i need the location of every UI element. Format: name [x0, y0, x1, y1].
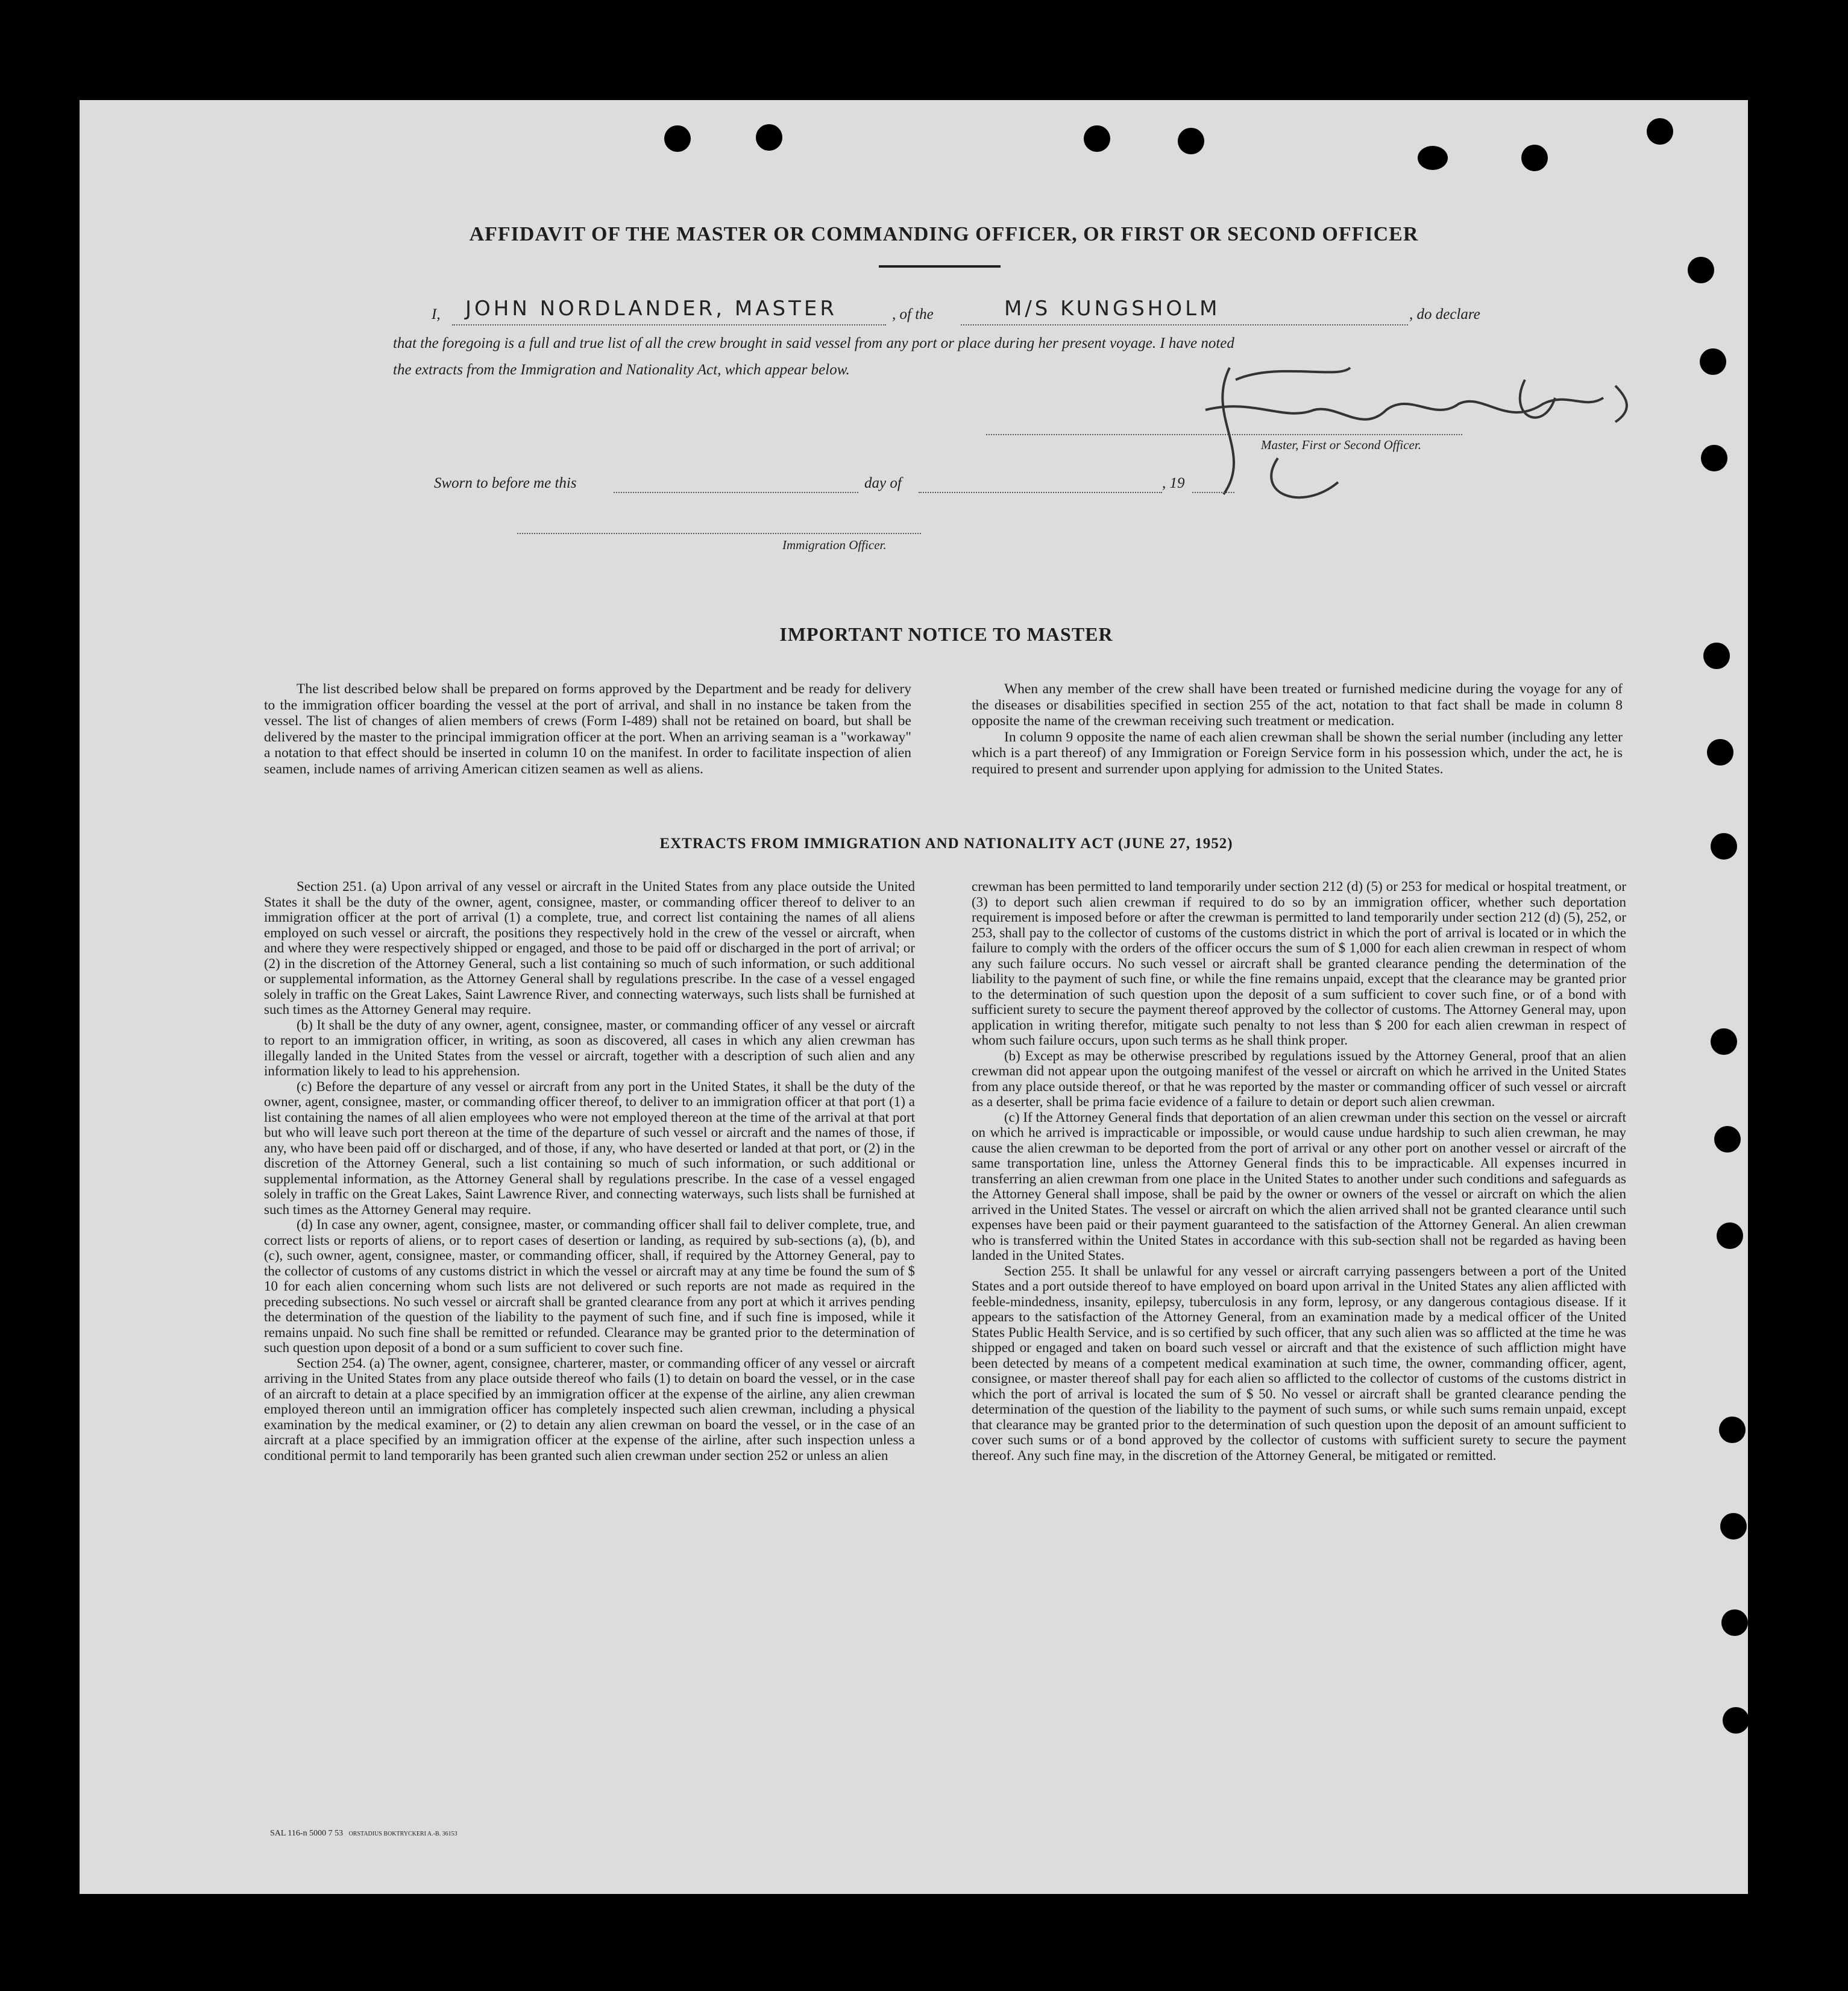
of-the-label: , of the: [892, 306, 934, 322]
punch-hole: [664, 125, 691, 152]
punch-hole: [1418, 146, 1448, 170]
vessel-name: M/S KUNGSHOLM: [1004, 297, 1221, 321]
punch-hole: [1711, 833, 1737, 860]
extracts-title: EXTRACTS FROM IMMIGRATION AND NATIONALITY ACT (JUNE 27, 1952): [659, 835, 1233, 852]
extract-paragraph: crewman has been permitted to land temporarily under section 212 (d) (5) or 253 for medical or hospital treatment, or (3) to deport such alien crewman if required to do so by an immigration officer, whether such deportation requirement is imposed before or after the crewman is permitted to land temporarily under section 212 (d) (5), 252, or 253, shall pay to the collector of customs of the customs district in which the port of arrival is located or in which the failure to comply with the orders of the officer occurs the sum of $ 1,000 for each alien crewman in respect of whom any such failure occurs. No such vessel or aircraft shall be granted clearance pending the determination of the liability to the payment of such fine, or while the fine remains unpaid, except that the clearance may be granted prior to the determination of such question upon the deposit of a sum sufficient to cover such fine, or of a bond with sufficient surety to secure the payment thereof approved by the collector of customs. The Attorney General may, upon application in writing therefor, mitigate such penalty to not less than $ 200 for each alien crewman in respect of whom such failure occurs, upon such terms as he shall think proper.: [972, 879, 1626, 1048]
notice-left-column: [264, 681, 911, 777]
punch-hole: [1701, 445, 1727, 471]
month-line: [919, 492, 1162, 493]
notice-paragraph: The list described below shall be prepared on forms approved by the Department and be ready for delivery to the immigration officer boarding the vessel at the port of arrival, and shall in no instance be taken from the vessel. The list of changes of alien members of crews (Form I-489) shall not be retained on board, but shall be delivered by the master to the principal immigration officer at the port. When an arriving seaman is a "workaway" a notation to that effect should be inserted in column 10 on the manifest. In order to facilitate inspection of alien seamen, include names of arriving American citizen seamen as well as aliens.: [264, 681, 911, 777]
notice-title: IMPORTANT NOTICE TO MASTER: [779, 623, 1113, 645]
signature-caption: Master, First or Second Officer.: [1261, 438, 1421, 452]
year-line: [1192, 492, 1234, 493]
extract-paragraph: Section 251. (a) Upon arrival of any vessel or aircraft in the United States from any place outside the United States it shall be the duty of the owner, agent, consignee, master, or commanding officer thereof to deliver to an immigration officer at the port of arrival (1) a complete, true, and correct list containing the names of all aliens employed on such vessel or aircraft, the positions they respectively hold in the crew of the vessel or aircraft, when and where they were respectively shipped or engaged, and those to be paid off or discharged in the port of arrival; or (2) in the discretion of the Attorney General, such a list containing so much of such information, or such additional or supplemental information, as the Attorney General shall by regulations prescribe. In the case of a vessel engaged solely in traffic on the Great Lakes, Saint Lawrence River, and connecting waterways, such lists shall be furnished at such times as the Attorney General may require.: [264, 879, 915, 1017]
extract-paragraph: (c) If the Attorney General finds that deportation of an alien crewman under this section on the vessel or aircraft on which he arrived is impracticable or impossible, or would cause undue hardship to such alien crewman, he may cause the alien crewman to be deported from the port of arrival or any other port on another vessel or aircraft of the same transportation line, unless the Attorney General finds this to be impracticable. All expenses incurred in transferring an alien crewman from one place in the United States to another under such conditions and safeguards as the Attorney General shall impose, shall be paid by the owner or owners of the vessel or aircraft on which the alien arrived in the United States. The vessel or aircraft on which the alien arrived shall not be granted clearance until such expenses have been paid or their payment guaranteed to the satisfaction of the Attorney General. An alien crewman who is transferred within the United States in accordance with this sub-section shall not be regarded as having been landed in the United States.: [972, 1109, 1626, 1263]
extracts-left-column: [264, 879, 915, 1463]
punch-hole: [1688, 257, 1714, 283]
punch-hole: [1700, 348, 1726, 375]
day-of-label: day of: [864, 475, 902, 491]
extract-paragraph: (b) It shall be the duty of any owner, agent, consignee, master, or commanding officer of any vessel or aircraft to report to an immigration officer, in writing, as soon as discovered, all cases in which any alien crewman has illegally landed in the United States from the vessel or aircraft, together with a description of such alien and any information likely to lead to his apprehension.: [264, 1017, 915, 1078]
punch-hole: [1720, 1513, 1747, 1540]
extract-paragraph: (b) Except as may be otherwise prescribed by regulations issued by the Attorney General, proof that an alien crewman did not appear upon the outgoing manifest of the vessel or aircraft on which he arrived in the United States from any place outside thereof, or that he was reported by the master or commanding officer of such vessel or aircraft as a deserter, shall be prima facie evidence of a failure to detain or deport such alien crewman.: [972, 1048, 1626, 1109]
extract-paragraph: (c) Before the departure of any vessel or aircraft from any port in the United States, it shall be the duty of the owner, agent, consignee, master, or commanding officer thereof, to deliver to an immigration officer at that port (1) a list containing the names of all alien employees who were not employed thereon at the time of the arrival at that port but who will leave such port thereon at the time of the departure of such vessel or aircraft and the names of those, if any, who have been paid off or discharged, and of those, if any, who have deserted or landed at that port, or (2) in the discretion of the Attorney General, such a list containing so much of such information, or such additional or supplemental information, as the Attorney General shall by regulations prescribe. In the case of a vessel engaged solely in traffic on the Great Lakes, Saint Lawrence River, and connecting waterways, such lists shall be furnished at such times as the Attorney General may require.: [264, 1078, 915, 1217]
form-number: SAL 116-n 5000 7 53: [270, 1829, 344, 1838]
punch-hole: [1178, 128, 1204, 154]
signature-line: [986, 434, 1462, 435]
form-footer: [270, 1829, 457, 1838]
notice-right-column: [972, 681, 1623, 777]
name-line: [452, 324, 886, 326]
punch-hole: [1719, 1417, 1746, 1443]
punch-hole: [1723, 1707, 1749, 1734]
affidavit-title: AFFIDAVIT OF THE MASTER OR COMMANDING OFFICER, OR FIRST OR SECOND OFFICER: [469, 223, 1419, 245]
sworn-label: Sworn to before me this: [434, 475, 577, 491]
extract-paragraph: (d) In case any owner, agent, consignee, master, or commanding officer shall fail to deliver complete, true, and correct lists or reports of aliens, or to report cases of desertion or landing, as required by sub-sections (a), (b), and (c), such owner, agent, consignee, master, or commanding officer, shall, if required by the Attorney General, pay to the collector of customs of any customs district in which the vessel or aircraft may at any time be found the sum of $ 10 for each alien concerning whom such lists are not delivered or such reports are not made as required in the preceding subsections. No such vessel or aircraft shall be granted clearance from any port at which it arrives pending the determination of the question of the liability to the payment of such fine, and if such fine is imposed, while it remains unpaid. No such fine shall be remitted or refunded. Clearance may be granted prior to the determination of such question upon deposit of a bond or a sum sufficient to cover such fine.: [264, 1217, 915, 1355]
punch-hole: [1714, 1126, 1741, 1153]
do-declare-label: , do declare: [1409, 306, 1480, 322]
punch-hole: [1521, 145, 1548, 171]
punch-hole: [1707, 739, 1733, 766]
master-name: JOHN NORDLANDER, MASTER: [465, 297, 837, 321]
sworn-day-line: [614, 492, 858, 493]
printer-imprint: ORSTADIUS BOKTRYCKERI A.-B. 36153: [348, 1831, 457, 1837]
officer-caption: Immigration Officer.: [782, 538, 887, 552]
punch-hole: [1721, 1609, 1748, 1636]
declarant-prefix: I,: [432, 306, 441, 322]
notice-paragraph: When any member of the crew shall have been treated or furnished medicine during the voyage for any of the diseases or disabilities specified in section 255 of the act, notation to that fact shall be made in column 8 opposite the name of the crewman receiving such treatment or medication.: [972, 681, 1623, 729]
title-rule: [879, 265, 1001, 268]
declaration-line-2: that the foregoing is a full and true list of all the crew brought in said vessel from any port or place during her present voyage. I have noted: [393, 335, 1234, 351]
declaration-line-3: the extracts from the Immigration and Nationality Act, which appear below.: [393, 362, 850, 378]
punch-hole: [1717, 1222, 1743, 1249]
year-label: , 19: [1162, 475, 1185, 491]
punch-hole: [756, 124, 782, 151]
vessel-line: [961, 324, 1408, 326]
officer-line: [517, 533, 921, 534]
notice-paragraph: In column 9 opposite the name of each alien crewman shall be shown the serial number (including any letter which is a part thereof) of any Immigration or Foreign Service form in his possession which, under the act, he is required to present and surrender upon applying for admission to the United States.: [972, 729, 1623, 777]
punch-hole: [1084, 125, 1110, 152]
extracts-right-column: [972, 879, 1626, 1463]
punch-hole: [1647, 118, 1673, 145]
extract-paragraph: Section 255. It shall be unlawful for any vessel or aircraft carrying passengers between a port of the United States and a port outside thereof to have employed on board upon arrival in the United States any alien afflicted with feeble-mindedness, insanity, epilepsy, tuberculosis in any form, leprosy, or any dangerous contagious disease. If it appears to the satisfaction of the Attorney General, from an examination made by a medical officer of the United States Public Health Service, and is so certified by such officer, that any such alien was so afflicted at the time he was shipped or engaged and taken on board such vessel or aircraft and that the existence of such affliction might have been detected by means of a competent medical examination at such time, the owner, commanding officer, agent, consignee, or master thereof shall pay for each alien so afflicted to the collector of customs of the customs district in which the port of arrival is located the sum of $ 50. No vessel or aircraft shall be granted clearance pending the determination of the question of the liability to the payment of such sums, or while such sums remain unpaid, except that clearance may be granted prior to the determination of such question upon the deposit of an amount sufficient to cover such sums or of a bond approved by the collector of customs with sufficient surety to secure the payment thereof. Any such fine may, in the discretion of the Attorney General, be mitigated or remitted.: [972, 1263, 1626, 1463]
extract-paragraph: Section 254. (a) The owner, agent, consignee, charterer, master, or commanding officer of any vessel or aircraft arriving in the United States from any place outside thereof who fails (1) to detain on board the vessel, or in the case of an aircraft to detain at a place specified by an immigration officer at the expense of the airline, any alien crewman employed thereon until an immigration officer has completely inspected such alien crewman, including a physical examination by the medical examiner, or (2) to detain any alien crewman on board the vessel, or in the case of an aircraft at a place specified by an immigration officer at the expense of the airline, after such inspection unless a conditional permit to land temporarily has been granted such alien crewman under section 252 or unless an alien: [264, 1355, 915, 1463]
punch-hole: [1703, 643, 1730, 669]
punch-hole: [1711, 1028, 1737, 1055]
